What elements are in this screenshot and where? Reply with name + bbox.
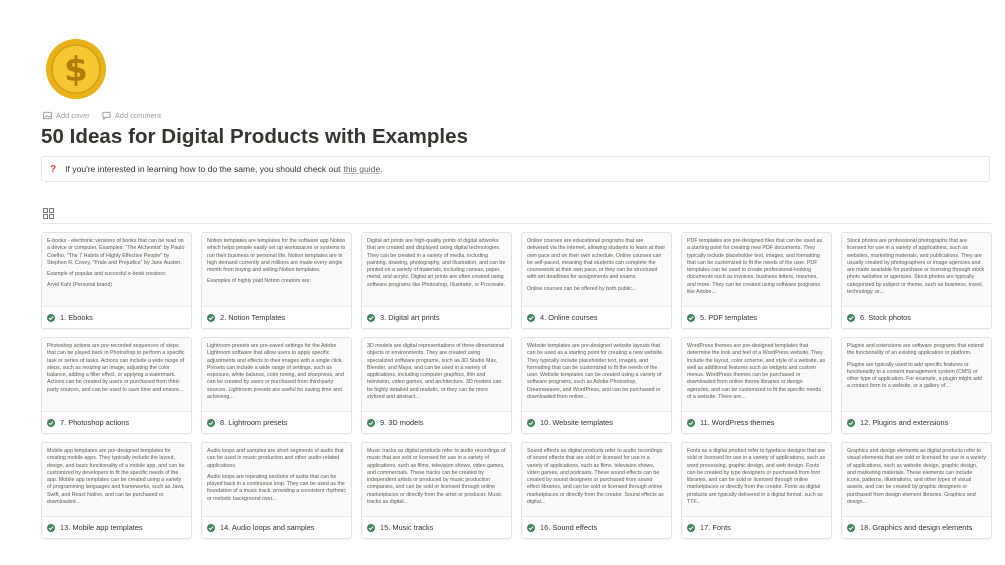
- card-footer: [842, 306, 991, 328]
- question-mark-icon: ?: [50, 163, 57, 175]
- card-preview: [202, 233, 351, 309]
- check-circle-icon: [47, 419, 55, 427]
- gallery-card[interactable]: [521, 442, 672, 539]
- gallery-view-icon[interactable]: [43, 208, 54, 219]
- card-preview-text: Digital art prints are high-quality prints of digital artworks that are created and displayed using digital technologies. They can be created in a variety of media, including painting, drawing, photography, and illustration, and can be printed on a variety of materials, including canvas, paper, metal, and acrylic. Digital art prints are often created using software programs like Photoshop, Illustrator, or Procreate.: [367, 238, 506, 288]
- card-preview-text: WordPress themes are pre-designed templates that determine the look and feel of a WordPress website. They include the layout, color scheme, and style of a website, as well as additional features such as widgets and custom menus. WordPress themes can be purchased or downloaded from online theme libraries or design agencies, and can be customized to fit the specific needs of a website. There are...: [687, 343, 826, 401]
- gallery-card[interactable]: [361, 337, 512, 434]
- callout-link[interactable]: this guide: [343, 164, 381, 174]
- card-title: 8. Lightroom presets: [220, 418, 288, 427]
- card-title: 10. Website templates: [540, 418, 613, 427]
- gallery-card[interactable]: [201, 442, 352, 539]
- card-preview: [362, 338, 511, 414]
- gallery-view: [41, 232, 993, 539]
- card-footer: [842, 411, 991, 433]
- card-preview: [522, 443, 671, 519]
- card-footer: [362, 516, 511, 538]
- dollar-coin-icon[interactable]: [45, 38, 107, 100]
- check-circle-icon: [527, 419, 535, 427]
- card-preview: [42, 338, 191, 414]
- check-circle-icon: [687, 419, 695, 427]
- card-preview: [202, 338, 351, 414]
- check-circle-icon: [687, 314, 695, 322]
- gallery-card[interactable]: [841, 442, 992, 539]
- card-preview-text: Website templates are pre-designed website layouts that can be used as a starting point for creating a new website. They typically include placeholder text, images, and formatting that can be customized to fit the needs of the user. Website templates can be created using a variety of software programs, such as Adobe Photoshop, Dreamweaver, and WordPress, and can be purchased or downloaded from online...: [527, 343, 664, 401]
- gallery-card[interactable]: [841, 337, 992, 434]
- card-preview-text: Music tracks as digital products refer to audio recordings of music that are sold or licensed for use in a variety of applications, such as films, television shows, video games, and commercials. These tracks can be created by independent artists or produced by music production companies, and can be sold or licensed through online marketplaces or directly from the artist or producer. Music tracks as digital...: [367, 448, 506, 506]
- card-preview: [842, 443, 991, 519]
- card-title: 1. Ebooks: [60, 313, 93, 322]
- card-preview: [682, 233, 831, 309]
- card-footer: [522, 411, 671, 433]
- gallery-card[interactable]: [41, 232, 192, 329]
- card-preview-text: Mobile app templates are pre-designed templates for creating mobile apps. They typically include the layout, design, and basic functionality of a mobile app, and can be customized by developers to fit the specific needs of the app. Mobile app templates can be created using a variety of programming languages and frameworks, such as Java, Swift, and React Native, and can be purchased or downloaded...: [47, 448, 185, 506]
- check-circle-icon: [47, 314, 55, 322]
- card-preview-text: Online courses can be offered by both public...: [527, 285, 637, 292]
- check-circle-icon: [847, 314, 855, 322]
- card-preview-text: Stock photos are professional photographs that are licensed for use in a variety of applications, such as websites, marketing materials, and publications. They are usually created by photographers or image agencies and are made available for purchase or licensing through stock photo websites or agencies. Stock photos are typically categorized by subject or theme, such as business, travel, technology, or...: [847, 238, 985, 296]
- check-circle-icon: [687, 524, 695, 532]
- card-footer: [42, 306, 191, 328]
- card-preview-text: Notion templates are templates for the software app Notion which helps people easily set up workspaces or systems to run their business or personal life. Notion templates are in high demand currently and millions are made every single month from buying and selling Notion templates.: [207, 238, 346, 274]
- card-title: 17. Fonts: [700, 523, 731, 532]
- card-preview: [682, 338, 831, 414]
- card-preview-text: Plugins and extensions are software programs that extend the functionality of an existing application or platform.: [847, 343, 984, 357]
- add-comment-label: Add comment: [114, 111, 162, 120]
- card-title: 14. Audio loops and samples: [220, 523, 315, 532]
- card-footer: [522, 306, 671, 328]
- callout-text: If you're interested in learning how to do the same, you should check out: [65, 164, 341, 174]
- card-title: 16. Sound effects: [540, 523, 598, 532]
- card-preview-text: Examples of highly paid Notion creators are:: [207, 278, 311, 285]
- check-circle-icon: [367, 419, 375, 427]
- add-comment-button[interactable]: [102, 111, 161, 120]
- gallery-card[interactable]: [521, 232, 672, 329]
- card-preview: [682, 443, 831, 519]
- check-circle-icon: [847, 419, 855, 427]
- check-circle-icon: [527, 524, 535, 532]
- card-preview: [362, 233, 511, 309]
- check-circle-icon: [207, 314, 215, 322]
- callout-suffix: .: [380, 164, 383, 174]
- card-preview: [522, 338, 671, 414]
- card-preview-text: Sound effects as digital products refer to audio recordings of sound effects that are sold or licensed for use in a variety of applications, such as films, television shows, video games, and podcasts. These sound effects can be created by sound designers or purchased from sound effect libraries, and can be sold or licensed through online marketplaces or directly from the creator. Sound effects as digital...: [527, 448, 664, 506]
- gallery-card[interactable]: [841, 232, 992, 329]
- card-preview-text: Plugins are typically used to add specific features or functionality to a content management system (CMS) or other type of application. For example, a plugin might add a contact form to a website, or a gallery of...: [847, 361, 982, 390]
- card-preview-text: 3D models are digital representations of three-dimensional objects or environments. They are created using specialized software programs, such as 3D Studio Max, Blender, and Maya, and can be used in a variety of applications, including computer graphics, film and television, video games, and architecture. 3D models can be highly detailed and realistic, or they can be more stylized and abstract...: [367, 343, 505, 401]
- card-footer: [42, 516, 191, 538]
- card-preview: [842, 233, 991, 309]
- card-preview-text: Fonts as a digital product refer to typeface designs that are sold or licensed for use in a variety of applications, such as word processing, graphic design, and web design. Fonts can be created by type designers or purchased from font libraries, and can be sold or licensed through online marketplaces or directly from the creator. Fonts as digital products are typically delivered in a digital format, such as TTF...: [687, 448, 826, 506]
- card-footer: [842, 516, 991, 538]
- card-title: 15. Music tracks: [380, 523, 434, 532]
- card-preview: [42, 233, 191, 309]
- card-footer: [362, 306, 511, 328]
- card-footer: [202, 411, 351, 433]
- card-footer: [202, 306, 351, 328]
- card-footer: [682, 411, 831, 433]
- card-title: 6. Stock photos: [860, 313, 911, 322]
- card-title: 5. PDF templates: [700, 313, 758, 322]
- check-circle-icon: [367, 524, 375, 532]
- gallery-card[interactable]: [521, 337, 672, 434]
- svg-text:$: $: [64, 50, 88, 90]
- card-preview-text: Graphics and design elements as digital products refer to visual elements that are sold or licensed for use in a variety of applications, such as website design, graphic design, and marketing materials. These elements can include icons, patterns, illustrations, and other types of visual assets, and can be created by graphic designers or purchased from design element libraries. Graphics and design...: [847, 448, 986, 506]
- card-preview-text: PDF templates are pre-designed files that can be used as a starting point for creating new PDF documents. They typically include placeholder text, images, and formatting that can be customized to fit the needs of the user. PDF templates can be used to create professional-looking documents such as invoices, business letters, resumes, and more. They can be created using software programs like Adobe...: [687, 238, 823, 296]
- card-footer: [362, 411, 511, 433]
- gallery-card[interactable]: [201, 232, 352, 329]
- card-preview-text: Example of popular and succesful e-book creators:: [47, 271, 167, 278]
- card-preview: [842, 338, 991, 414]
- gallery-card[interactable]: [681, 442, 832, 539]
- card-title: 7. Photoshop actions: [60, 418, 130, 427]
- gallery-card[interactable]: [41, 442, 192, 539]
- gallery-card[interactable]: [361, 442, 512, 539]
- add-cover-button[interactable]: [43, 111, 90, 120]
- comment-icon: [102, 111, 111, 120]
- card-title: 11. WordPress themes: [700, 418, 775, 427]
- callout: [41, 156, 990, 182]
- check-circle-icon: [367, 314, 375, 322]
- card-preview-text: E-books - electronic versions of books that can be read on a device or computer. Examples: "The Alchemist" by Paulo Coelho, "The 7 Habits of Highly Effective People" by Stephen R. Covey, "Pride and Prejudice" by Jane Austen.: [47, 238, 185, 266]
- gallery-card[interactable]: [681, 232, 832, 329]
- gallery-card[interactable]: [201, 337, 352, 434]
- card-preview-text: Photoshop actions are pre-recorded sequences of steps that can be played back in Photoshop to perform a specific task or series of tasks. Actions can include a wide range of steps, such as resizing an image, adjusting the color balance, adding a filter effect, or applying a watermark. Actions can be created by users or purchased from third-party sources, and can be used to save time and ensure...: [47, 343, 185, 393]
- card-title: 9. 3D models: [380, 418, 424, 427]
- card-preview: [522, 233, 671, 309]
- card-title: 12. Plugins and extensions: [860, 418, 949, 427]
- page-title: 50 Ideas for Digital Products with Examples: [41, 125, 469, 148]
- card-preview: [42, 443, 191, 519]
- check-circle-icon: [207, 419, 215, 427]
- card-footer: [682, 306, 831, 328]
- card-preview-text: Audio loops and samples are short segments of audio that can be used in music production and other audio-related applications.: [207, 448, 344, 469]
- check-circle-icon: [847, 524, 855, 532]
- card-preview-text: Arvid Kahl (Personal brand): [47, 282, 113, 289]
- card-preview: [202, 443, 351, 519]
- gallery-card[interactable]: [361, 232, 512, 329]
- gallery-card[interactable]: [681, 337, 832, 434]
- card-title: 2. Notion Templates: [220, 313, 286, 322]
- card-title: 18. Graphics and design elements: [860, 523, 973, 532]
- card-title: 3. Digital art prints: [380, 313, 440, 322]
- add-cover-label: Add cover: [56, 111, 90, 120]
- card-title: 13. Mobile app templates: [60, 523, 143, 532]
- card-preview-text: Lightroom presets are pre-saved settings for the Adobe Lightroom software that allow users to apply specific adjustments and effects to their images with a single click. Presets can include a wide range of settings, such as exposure, white balance, color toning, and sharpness, and can be created by users or purchased from third-party sources. Lightroom presets are useful for saving time and achieving...: [207, 343, 344, 401]
- check-circle-icon: [47, 524, 55, 532]
- card-footer: [202, 516, 351, 538]
- card-preview: [362, 443, 511, 519]
- gallery-card[interactable]: [41, 337, 192, 434]
- check-circle-icon: [207, 524, 215, 532]
- image-icon: [43, 111, 52, 120]
- card-footer: [42, 411, 191, 433]
- card-footer: [522, 516, 671, 538]
- check-circle-icon: [527, 314, 535, 322]
- card-title: 4. Online courses: [540, 313, 598, 322]
- view-tabs: [41, 205, 991, 224]
- card-preview-text: Online courses are educational programs that are delivered via the internet, allowing students to learn at their own pace and on their own schedule. Online courses can be self-paced, meaning that students can complete the coursework at their own pace, or they can be structured with set deadlines for assignments and exams.: [527, 238, 666, 281]
- card-preview-text: Audio loops are repeating sections of audio that can be played back in a continuous loop. They can be used as the foundation of a music track, providing a consistent rhythmic or melodic background over...: [207, 473, 346, 502]
- card-footer: [682, 516, 831, 538]
